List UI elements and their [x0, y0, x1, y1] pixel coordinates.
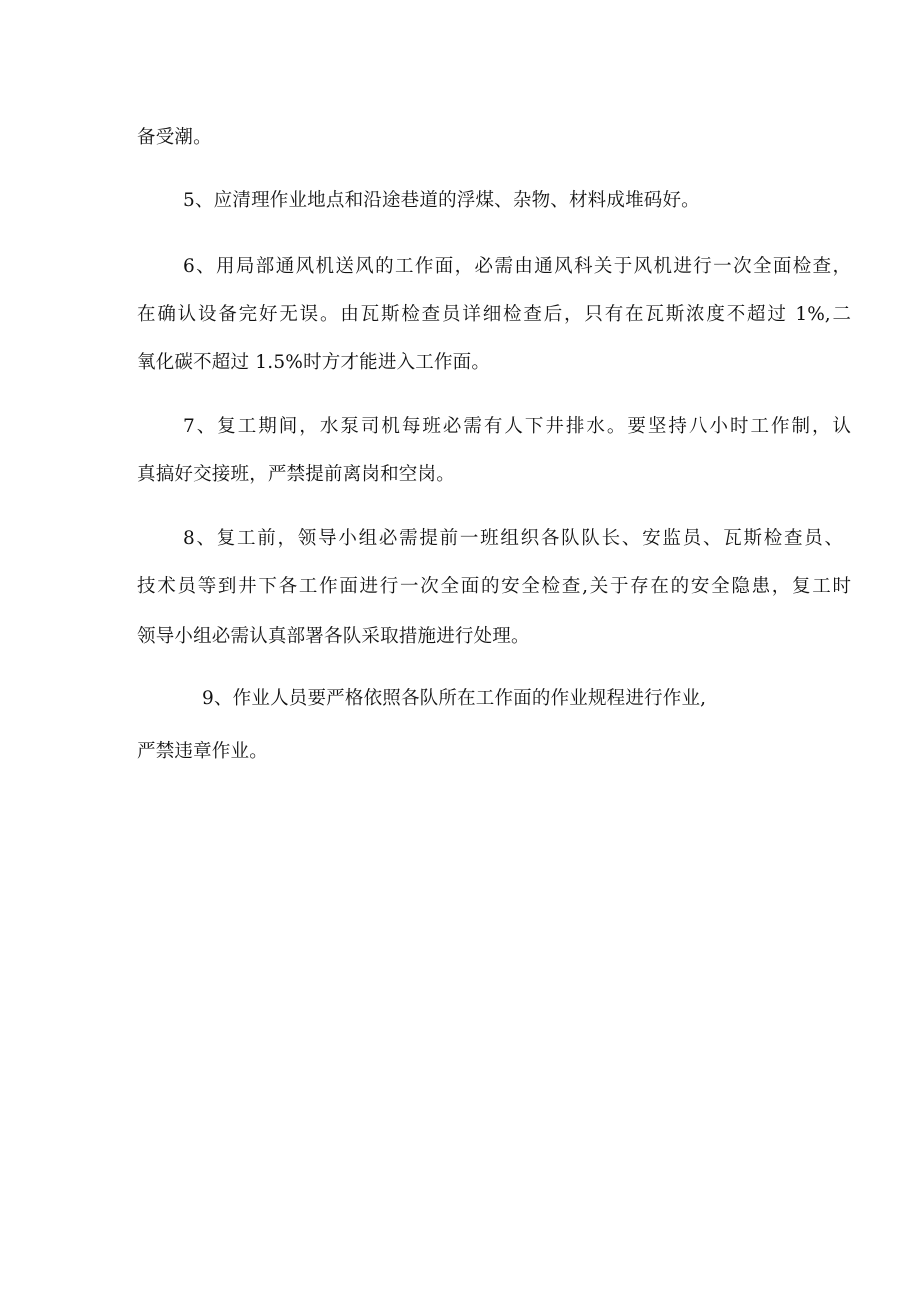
item-6-line-2: 在确认设备完好无误。由瓦斯检查员详细检查后，只有在瓦斯浓度不超过 1%,二	[137, 304, 851, 325]
item-9-line-2: 严禁违章作业。	[137, 741, 268, 762]
item-8-line-3: 领导小组必需认真部署各队采取措施进行处理。	[137, 626, 530, 647]
item-8-line-2: 技术员等到井下各工作面进行一次全面的安全检查,关于存在的安全隐患，复工时	[137, 576, 851, 597]
item-9-line-1: 9、作业人员要严格依照各队所在工作面的作业规程进行作业,	[202, 688, 707, 709]
item-6-line-3: 氧化碳不超过 1.5%时方才能进入工作面。	[137, 352, 491, 373]
item-7-line-2: 真搞好交接班，严禁提前离岗和空岗。	[137, 464, 455, 485]
item-8-line-1: 8、复工前，领导小组必需提前一班组织各队队长、安监员、瓦斯检查员、	[183, 528, 843, 549]
text-line-1: 备受潮。	[137, 127, 212, 148]
item-5-line-1: 5、应清理作业地点和沿途巷道的浮煤、杂物、材料成堆码好。	[183, 190, 700, 211]
item-7-line-1: 7、复工期间，水泵司机每班必需有人下井排水。要坚持八小时工作制，认	[183, 416, 851, 437]
item-6-line-1: 6、用局部通风机送风的工作面，必需由通风科关于风机进行一次全面检查，	[183, 256, 851, 277]
